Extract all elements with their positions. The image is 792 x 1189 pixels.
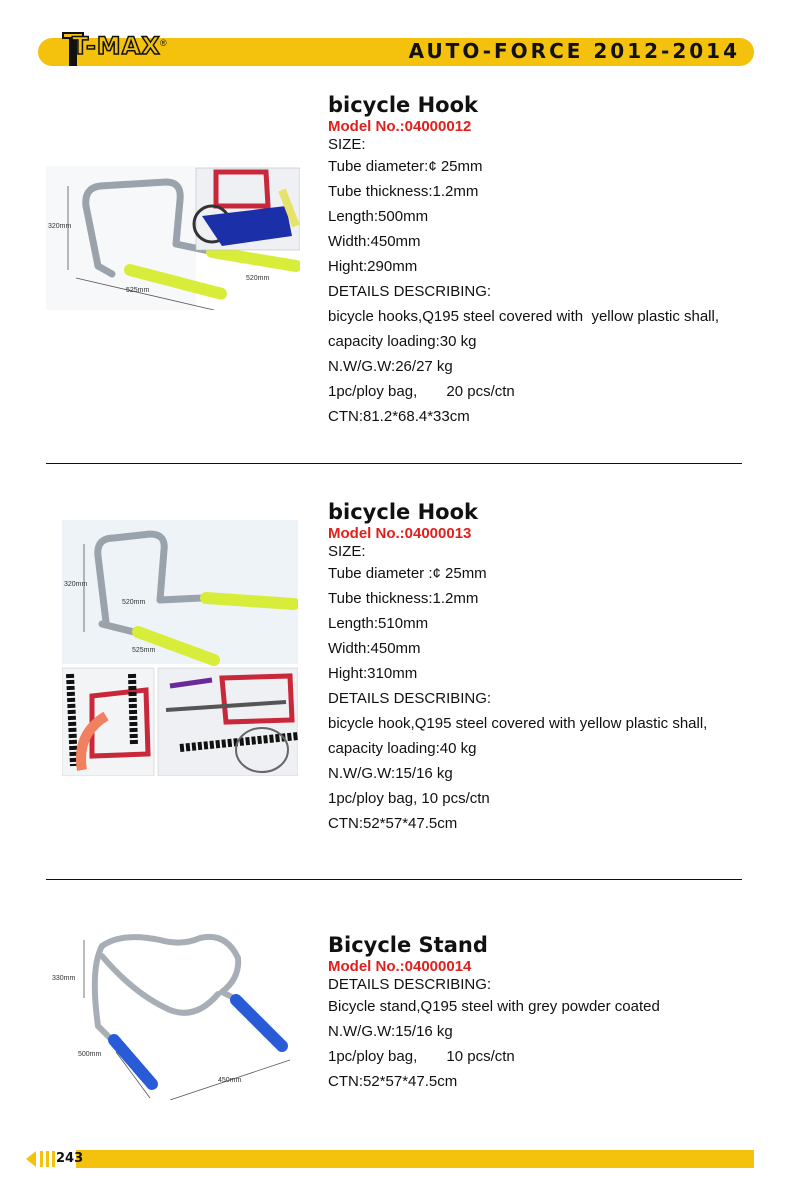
- spec-line: SIZE:: [328, 136, 366, 153]
- spec-line: Width:450mm: [328, 233, 421, 250]
- spec-line: Hight:310mm: [328, 665, 418, 682]
- spec-line: Tube thickness:1.2mm: [328, 183, 479, 200]
- spec-line: N.W/G.W:15/16 kg: [328, 1023, 453, 1040]
- spec-line: Length:500mm: [328, 208, 429, 225]
- spec-line: CTN:81.2*68.4*33cm: [328, 408, 470, 425]
- product-block-04000013: [328, 499, 758, 836]
- footer-bar: [24, 1150, 754, 1168]
- dim-label-width: 520mm: [246, 275, 270, 282]
- spec-line: 1pc/ploy bag, 20 pcs/ctn: [328, 383, 515, 400]
- spec-line: Tube thickness:1.2mm: [328, 590, 479, 607]
- dim-label-height: 320mm: [64, 581, 88, 588]
- spec-line: N.W/G.W:26/27 kg: [328, 358, 453, 375]
- dim-label-length: 525mm: [132, 647, 156, 654]
- spec-line: capacity loading:40 kg: [328, 740, 477, 757]
- model-number: Model No.:04000013: [328, 525, 472, 542]
- spec-line: N.W/G.W:15/16 kg: [328, 765, 453, 782]
- page-number: 243: [56, 1151, 84, 1166]
- section-divider: [46, 879, 742, 880]
- product-title: bicycle Hook: [328, 500, 478, 524]
- spec-line: 1pc/ploy bag, 10 pcs/ctn: [328, 1048, 515, 1065]
- product-block-04000012: [328, 92, 758, 429]
- dim-label-height: 320mm: [48, 223, 72, 230]
- spec-line: Width:450mm: [328, 640, 421, 657]
- product-title: bicycle Hook: [328, 93, 478, 117]
- catalog-title: AUTO-FORCE 2012-2014: [408, 39, 740, 63]
- spec-line: bicycle hook,Q195 steel covered with yellow plastic shall,: [328, 715, 708, 732]
- dim-label-height: 330mm: [52, 975, 76, 982]
- dim-label-width: 520mm: [122, 599, 146, 606]
- spec-line: DETAILS DESCRIBING:: [328, 976, 492, 993]
- section-divider: [46, 463, 742, 464]
- dim-label-length: 525mm: [126, 287, 150, 294]
- spec-line: DETAILS DESCRIBING:: [328, 690, 492, 707]
- product-block-04000014: [328, 932, 758, 1094]
- product-title: Bicycle Stand: [328, 933, 488, 957]
- spec-line: SIZE:: [328, 543, 366, 560]
- product-image-hook-12: [46, 166, 300, 310]
- product-image-hook-13: [62, 520, 298, 776]
- spec-line: CTN:52*57*47.5cm: [328, 815, 458, 832]
- registered-mark: ®: [160, 38, 167, 48]
- spec-line: DETAILS DESCRIBING:: [328, 283, 492, 300]
- dim-label-width: 450mm: [218, 1077, 242, 1084]
- spec-line: Tube diameter :¢ 25mm: [328, 565, 487, 582]
- spec-line: Hight:290mm: [328, 258, 418, 275]
- spec-line: bicycle hooks,Q195 steel covered with yellow plastic shall,: [328, 308, 720, 325]
- spec-line: Length:510mm: [328, 615, 429, 632]
- model-number: Model No.:04000012: [328, 118, 472, 135]
- dim-label-length: 500mm: [78, 1051, 102, 1058]
- spec-line: capacity loading:30 kg: [328, 333, 477, 350]
- model-number: Model No.:04000014: [328, 958, 472, 975]
- spec-line: 1pc/ploy bag, 10 pcs/ctn: [328, 790, 490, 807]
- brand-name: T-MAX: [72, 32, 161, 60]
- product-image-stand-14: [50, 928, 300, 1100]
- spec-line: Bicycle stand,Q195 steel with grey powder coated: [328, 998, 660, 1015]
- spec-line: Tube diameter:¢ 25mm: [328, 158, 483, 175]
- spec-line: CTN:52*57*47.5cm: [328, 1073, 458, 1090]
